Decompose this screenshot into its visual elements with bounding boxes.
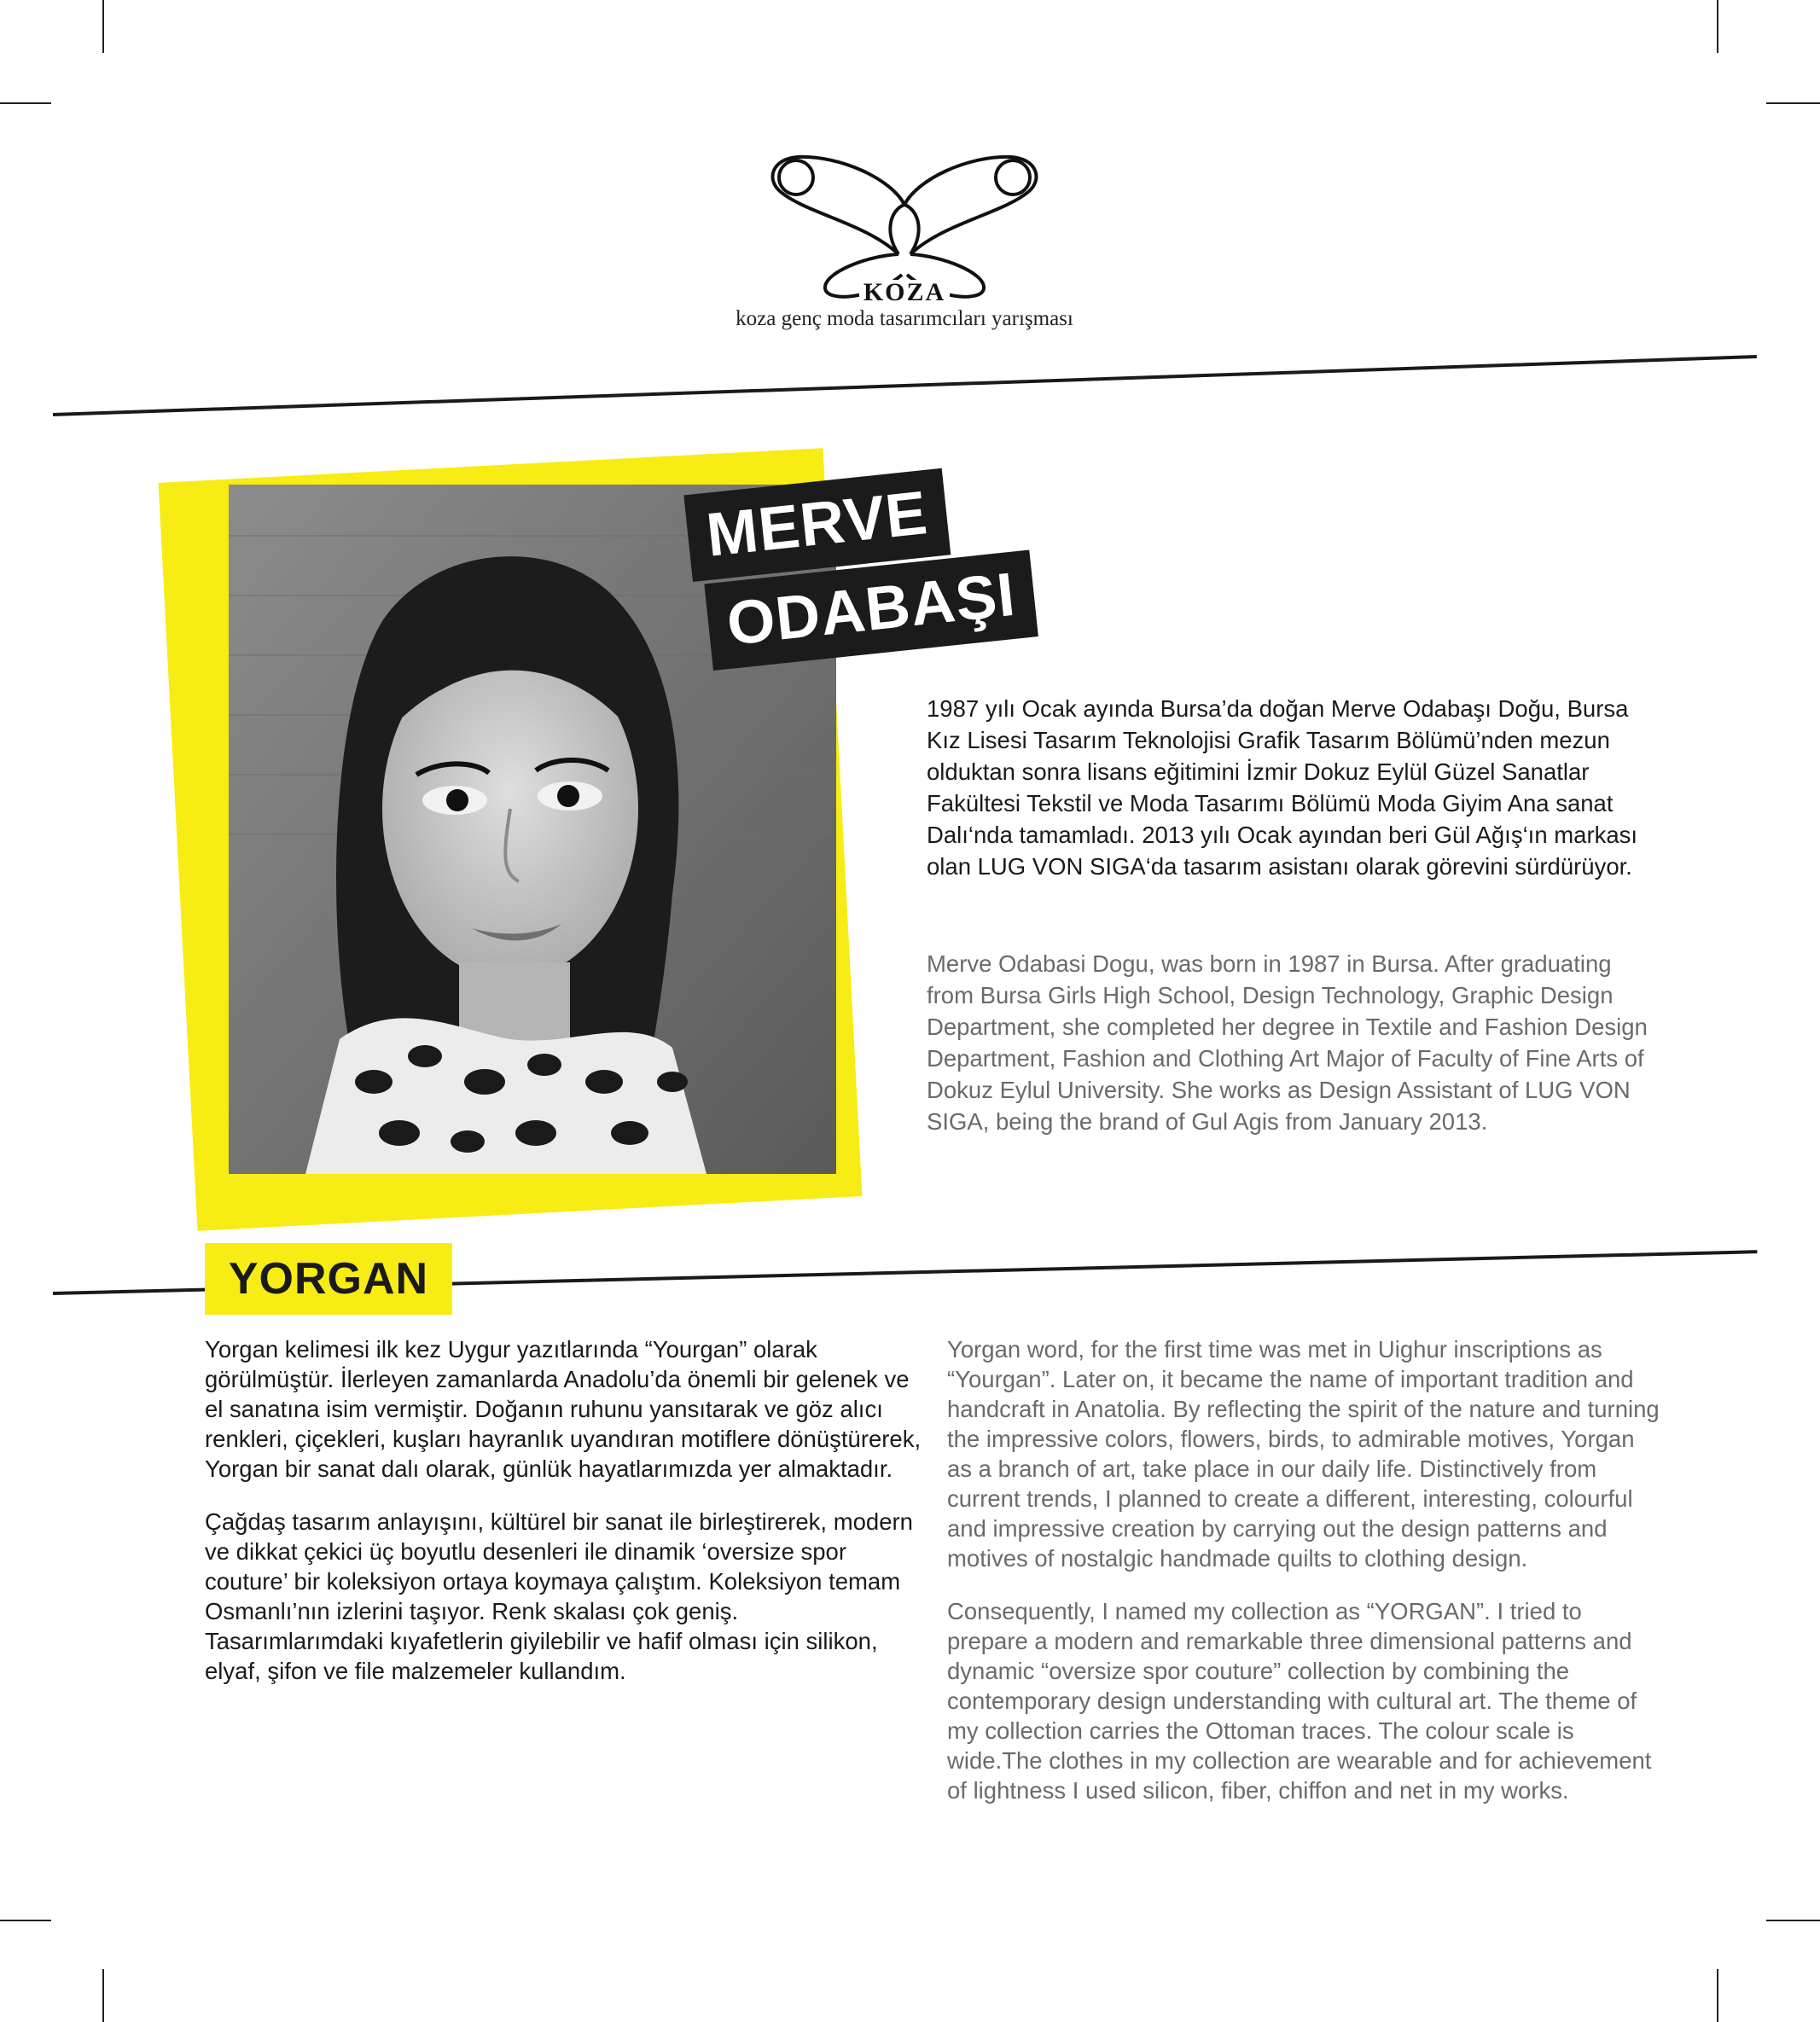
name-last: ODABAŞI — [704, 550, 1038, 671]
paragraph: Consequently, I named my collection as “YORGAN”. I tried to prepare a modern and remarkable three dimensional patterns and dynamic “oversize spor couture” collection by combining the contemporary design understanding with cultural art. The theme of my collection carries the Ottoman traces. The colour scale is wide.The clothes in my collection are wearable and for achievement of lightness I used silicon, fiber, chiffon and net in my works. — [947, 1598, 1652, 1804]
crop-mark — [102, 0, 104, 53]
collection-title: YORGAN — [205, 1243, 452, 1315]
bio-turkish: 1987 yılı Ocak ayında Bursa’da doğan Merve Odabaşı Doğu, Bursa Kız Lisesi Tasarım Teknolojisi Grafik Tasarım Bölümü’nden mezun olduktan sonra lisans eğitimini İzmir Dokuz Eylül Güzel Sanatlar Fakültesi Tekstil ve Moda Tasarımı Bölümü Moda Giyim Ana sanat Dalı‘nda tamamladı. 2013 yılı Ocak ayından beri Gül Ağış‘ın markası olan LUG VON SIGA‘da tasarım asistanı olarak görevini sürdürüyor. — [927, 695, 1638, 880]
crop-mark — [1717, 1969, 1718, 2022]
paragraph: Yorgan word, for the first time was met in Uighur inscriptions as “Yourgan”. Later on, it became the name of important tradition and handcraft in Anatolia. By reflecting the spirit of the nature and turning the impressive colors, flowers, birds, to admirable motives, Yorgan as a branch of art, take place in our daily life. Distinctively from current trends, I planned to create a different, interesting, colourful and impressive creation by carrying out the design patterns and motives of nostalgic handmade quilts to clothing design. — [947, 1336, 1660, 1572]
name-first: MERVE — [683, 468, 951, 582]
logo-tagline: koza genç moda tasarımcıları yarışması — [736, 307, 1073, 330]
logo-wordmark: KOZA — [863, 278, 946, 306]
crop-mark — [1717, 0, 1718, 53]
crop-mark — [102, 1969, 104, 2022]
paragraph: Yorgan kelimesi ilk kez Uygur yazıtlarında “Yourgan” olarak görülmüştür. İlerleyen zamanlarda Anadolu’da önemli bir gelenek ve el sanatına isim vermiştir. Doğanın ruhunu yansıtarak ve göz alıcı renkleri, çiçekleri, kuşları hayranlık uyandıran motiflere dönüştürerek, Yorgan bir sanat dalı olarak, günlük hayatlarımızda yer almaktadır. — [205, 1336, 922, 1482]
collection-text-turkish — [205, 1334, 922, 1709]
collection-text-english — [947, 1334, 1664, 1828]
crop-mark — [1766, 1920, 1820, 1921]
crop-mark — [0, 102, 51, 104]
bio-english: Merve Odabasi Dogu, was born in 1987 in Bursa. After graduating from Bursa Girls High School, Design Technology, Graphic Design Department, she completed her degree in Textile and Fashion Design Department, Fashion and Clothing Art Major of Faculty of Fine Arts of Dokuz Eylul University. She works as Design Assistant of LUG VON SIGA, being the brand of Gul Agis from January 2013. — [927, 950, 1648, 1135]
crop-mark — [1766, 102, 1820, 104]
divider-line — [53, 355, 1757, 416]
crop-mark — [0, 1920, 51, 1921]
paragraph: Çağdaş tasarım anlayışını, kültürel bir sanat ile birleştirerek, modern ve dikkat çekici üç boyutlu desenleri ile dinamik ‘oversize spor couture’ bir koleksiyon ortaya koymaya çalıştım. Koleksiyon temam Osmanlı’nın izlerini taşıyor. Renk skalası çok geniş. Tasarımlarımdaki kıyafetlerin giyilebilir ve hafif olması için silikon, elyaf, şifon ve file malzemeler kullandım. — [205, 1508, 913, 1684]
